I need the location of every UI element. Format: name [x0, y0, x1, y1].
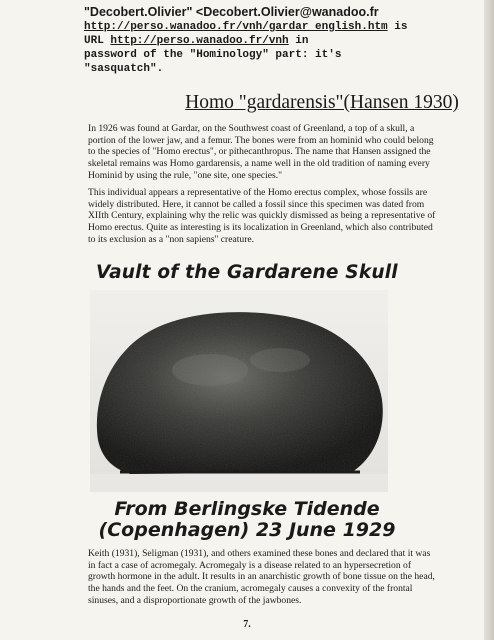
page-title-text: Homo "gardarensis"(Hansen 1930) — [185, 92, 459, 113]
sasquatch-line: "sasquatch". — [84, 63, 164, 75]
gardar-url-link[interactable]: http://perso.wanadoo.fr/vnh/gardar english.htm — [84, 21, 388, 33]
paragraph-discovery: In 1926 was found at Gardar, on the Southwest coast of Greenland, a top of a skull, a portion of the lower jaw, and a femur. The bones were from an hominid who could belong to the species of "Homo erectus", or pithecanthropus. The name that Hansen assigned the skeletal remains was Homo gardarensis, a name well in the old tradition of naming every Hominid by using the rule, "one site, one species." — [88, 123, 434, 181]
url-line — [84, 20, 484, 34]
paragraph-acromegaly: Keith (1931), Seligman (1931), and others examined these bones and declared that it was in fact a case of acromegaly. Acromegaly is a disease related to an hypersecretion of growth hormone in the adult. It results in an anarchistic growth of bone tissue on the head, the hands and the feet. On the cranium, acromegaly causes a convexity of the frontal sinuses, and a disproportionate growth of the jawbones. — [88, 548, 435, 606]
url-line-suffix: is — [387, 21, 408, 33]
caption-line-2: (Copenhagen) 23 June 1929 — [98, 519, 396, 541]
figure-caption — [0, 499, 494, 541]
password-line: password of the "Hominology" part: it's — [84, 49, 342, 61]
email-sender-line: "Decobert.Olivier" <Decobert.Olivier@wanadoo.fr — [84, 5, 379, 19]
figure-heading: Vault of the Gardarene Skull — [96, 262, 398, 283]
page-title — [0, 92, 494, 114]
email-header — [84, 4, 484, 76]
caption-line-1: From Berlingske Tidende — [114, 498, 380, 520]
vnh-url-link[interactable]: http://perso.wanadoo.fr/vnh — [110, 35, 289, 47]
skull-photo — [90, 290, 388, 492]
paragraph-homo-erectus: This individual appears a representative of the Homo erectus complex, whose fossils are widely distributed. Here, it cannot be called a fossil since this specimen was dated from XIIth Century, explaining why the relic was quickly dismissed as being a representative of Homo erectus. Quite as interesting is its localization in Greenland, which also contributed to its exclusion as a "non sapiens" creature. — [88, 187, 436, 245]
url2-suffix: in — [288, 35, 309, 47]
page-number: 7. — [243, 619, 251, 630]
url2-prefix: URL — [84, 35, 111, 47]
url-line-2 — [84, 34, 484, 48]
